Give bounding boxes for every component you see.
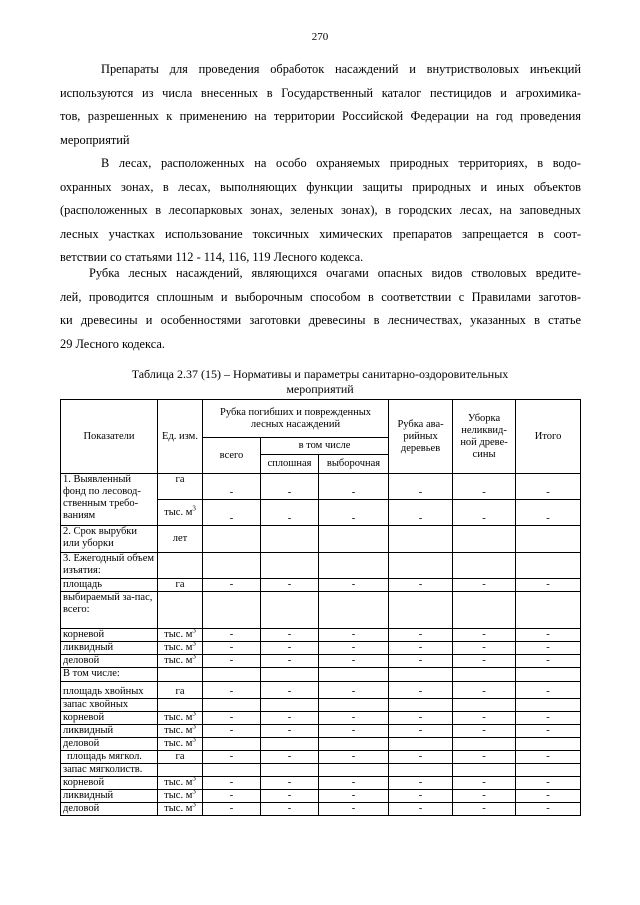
value-cell: - — [453, 655, 516, 668]
value-cell: - — [516, 642, 581, 655]
value-cell: - — [261, 803, 319, 816]
paragraph-felling — [60, 262, 581, 356]
value-cell: - — [453, 579, 516, 592]
header-including: в том числе — [261, 438, 389, 455]
value-cell: - — [389, 655, 453, 668]
value-cell: - — [453, 629, 516, 642]
page-number: 270 — [311, 31, 329, 43]
text-line: охранных зонах, в лесах, выполняющих функции защиты природных и иных объектов — [60, 179, 581, 194]
table-row — [61, 712, 581, 725]
text-line: тов, разрешенных к применению на территории Российской Федерации на год проведения — [60, 109, 581, 123]
table-row — [61, 642, 581, 655]
text-line: ки древесины и особенностями заготовки древесины в лесничествах, указанных в статье — [60, 313, 581, 327]
row-label: деловой — [61, 738, 158, 751]
value-cell: - — [453, 725, 516, 738]
text-line: мероприятий — [60, 132, 130, 147]
value-cell: - — [389, 803, 453, 816]
text-line: В лесах, расположенных на особо охраняемых природных территориях, в водо- — [101, 156, 581, 170]
row-label: площадь хвойных — [61, 682, 158, 699]
value-cell: - — [261, 725, 319, 738]
paragraph-protected-areas — [60, 152, 581, 270]
value-cell: - — [453, 777, 516, 790]
value-cell: - — [203, 790, 261, 803]
row-label: ликвидный — [61, 642, 158, 655]
table-row — [61, 526, 581, 553]
table-row — [61, 592, 581, 629]
value-cell: - — [261, 629, 319, 642]
value-cell: - — [389, 751, 453, 764]
value-cell: - — [203, 751, 261, 764]
value-cell: - — [203, 579, 261, 592]
value-cell: - — [516, 500, 581, 526]
value-cell: - — [319, 712, 389, 725]
row-label: корневой — [61, 629, 158, 642]
text-line: лесных участках использование токсичных химических препаратов запрещается в соот- — [60, 226, 581, 241]
header-all: всего — [203, 438, 261, 474]
value-cell: - — [319, 751, 389, 764]
header-selective: выборочная — [319, 455, 389, 474]
value-cell: - — [389, 500, 453, 526]
text-line: Препараты для проведения обработок насаждений и внутристволовых инъекций — [101, 62, 581, 76]
header-indicators: Показатели — [61, 400, 158, 474]
value-cell: - — [203, 777, 261, 790]
header-felling-dead: Рубка погибших и поврежденных лесных насаждений — [203, 400, 389, 438]
value-cell: - — [389, 725, 453, 738]
value-cell: - — [516, 682, 581, 699]
row-label: запас мягколиств. — [61, 764, 158, 777]
unit-cell: лет — [158, 526, 203, 553]
value-cell: - — [319, 474, 389, 500]
header-row — [61, 400, 581, 438]
value-cell: - — [453, 790, 516, 803]
value-cell: - — [516, 579, 581, 592]
row-label: корневой — [61, 712, 158, 725]
value-cell: - — [203, 803, 261, 816]
value-cell: - — [261, 712, 319, 725]
row-label: запас хвойных — [61, 699, 158, 712]
table-row — [61, 777, 581, 790]
value-cell: - — [319, 777, 389, 790]
unit-cell: га — [158, 474, 203, 500]
row-label: деловой — [61, 655, 158, 668]
value-cell: - — [261, 642, 319, 655]
value-cell: - — [516, 474, 581, 500]
value-cell: - — [203, 725, 261, 738]
row-label: площадь — [61, 579, 158, 592]
value-cell: - — [203, 500, 261, 526]
unit-cell: тыс. $м^3$ — [158, 642, 203, 655]
header-clear: сплошная — [261, 455, 319, 474]
unit-cell: тыс. $м^3$ — [158, 712, 203, 725]
value-cell: - — [319, 725, 389, 738]
value-cell: - — [203, 655, 261, 668]
value-cell: - — [319, 655, 389, 668]
value-cell: - — [319, 500, 389, 526]
row-label: ликвидный — [61, 725, 158, 738]
table-row — [61, 553, 581, 579]
row-label: корневой — [61, 777, 158, 790]
value-cell: - — [261, 579, 319, 592]
table-row — [61, 803, 581, 816]
value-cell: - — [389, 682, 453, 699]
table-row — [61, 579, 581, 592]
unit-cell: тыс. $м^3$ — [158, 725, 203, 738]
paragraph-pesticides — [60, 58, 581, 152]
row-label: ликвидный — [61, 790, 158, 803]
table-row — [61, 764, 581, 777]
table-row — [61, 655, 581, 668]
value-cell: - — [203, 629, 261, 642]
unit-cell: га — [158, 682, 203, 699]
value-cell: - — [453, 682, 516, 699]
row-label: деловой — [61, 803, 158, 816]
header-removal: Уборка неликвид-ной древе-сины — [453, 400, 516, 474]
header-emergency-felling: Рубка ава-рийных деревьев — [389, 400, 453, 474]
value-cell: - — [319, 642, 389, 655]
value-cell: - — [453, 712, 516, 725]
value-cell: - — [516, 629, 581, 642]
row-label: 3. Ежегодный объем изъятия: — [61, 553, 158, 579]
value-cell: - — [516, 655, 581, 668]
value-cell: - — [203, 642, 261, 655]
value-cell: - — [319, 803, 389, 816]
unit-cell: тыс. $м^3$ — [158, 777, 203, 790]
caption-line: Таблица 2.37 (15) – Нормативы и параметры санитарно-оздоровительных — [131, 367, 509, 381]
row-label: 2. Срок вырубки или уборки — [61, 526, 158, 553]
table-row — [61, 738, 581, 751]
text-line: используются из числа внесенных в Государственный каталог пестицидов и агрохимика- — [60, 85, 581, 100]
value-cell: - — [453, 474, 516, 500]
value-cell: - — [516, 803, 581, 816]
value-cell: - — [453, 803, 516, 816]
text-line: 29 Лесного кодекса. — [60, 336, 165, 351]
unit-cell: тыс. $м^3$ — [158, 500, 203, 526]
value-cell: - — [389, 629, 453, 642]
header-unit: Ед. изм. — [158, 400, 203, 474]
value-cell: - — [261, 474, 319, 500]
unit-cell: га — [158, 579, 203, 592]
value-cell: - — [516, 712, 581, 725]
value-cell: - — [261, 751, 319, 764]
row-label: площадь мягкол. — [61, 751, 158, 764]
value-cell: - — [261, 500, 319, 526]
table-row — [61, 474, 581, 500]
row-label: В том числе: — [61, 668, 158, 682]
value-cell: - — [203, 682, 261, 699]
table-row — [61, 629, 581, 642]
table-caption — [60, 367, 580, 396]
value-cell: - — [203, 474, 261, 500]
value-cell: - — [389, 790, 453, 803]
value-cell: - — [516, 790, 581, 803]
table-row — [61, 668, 581, 682]
caption-line: мероприятий — [286, 381, 354, 396]
unit-cell: га — [158, 751, 203, 764]
text-line: Рубка лесных насаждений, являющихся очагами опасных видов стволовых вредите- — [89, 266, 581, 280]
value-cell: - — [389, 642, 453, 655]
value-cell: - — [319, 682, 389, 699]
value-cell: - — [516, 777, 581, 790]
value-cell: - — [319, 629, 389, 642]
table-row — [61, 699, 581, 712]
value-cell: - — [203, 712, 261, 725]
unit-cell: тыс. $м^3$ — [158, 655, 203, 668]
table-row — [61, 725, 581, 738]
unit-cell: тыс. $м^3$ — [158, 629, 203, 642]
row-label: 1. Выявленный фонд по лесовод-ственным требо-ваниям — [61, 474, 158, 526]
value-cell: - — [516, 725, 581, 738]
value-cell: - — [261, 655, 319, 668]
unit-cell: тыс. $м^3$ — [158, 790, 203, 803]
norms-table — [60, 399, 581, 816]
value-cell: - — [453, 642, 516, 655]
table-row — [61, 751, 581, 764]
table-row — [61, 790, 581, 803]
value-cell: - — [261, 790, 319, 803]
value-cell: - — [453, 751, 516, 764]
row-label: выбираемый за-пас, всего: — [61, 592, 158, 629]
value-cell: - — [319, 790, 389, 803]
value-cell: - — [261, 777, 319, 790]
value-cell: - — [389, 777, 453, 790]
text-line: лей, проводится сплошным и выборочным способом в соответствии с Правилами заготов- — [60, 289, 581, 304]
text-line: ветствии со статьями 112 - 114, 116, 119 Лесного кодекса. — [60, 250, 364, 264]
header-total: Итого — [516, 400, 581, 474]
value-cell: - — [389, 579, 453, 592]
value-cell: - — [389, 712, 453, 725]
unit-cell: тыс. $м^3$ — [158, 803, 203, 816]
value-cell: - — [389, 474, 453, 500]
value-cell: - — [453, 500, 516, 526]
value-cell: - — [516, 751, 581, 764]
unit-cell: тыс. $м^3$ — [158, 738, 203, 751]
table-row — [61, 682, 581, 699]
value-cell: - — [319, 579, 389, 592]
value-cell: - — [261, 682, 319, 699]
text-line: (расположенных в лесопарковых зонах, зеленых зонах), в городских лесах, на заповедных — [60, 203, 581, 217]
